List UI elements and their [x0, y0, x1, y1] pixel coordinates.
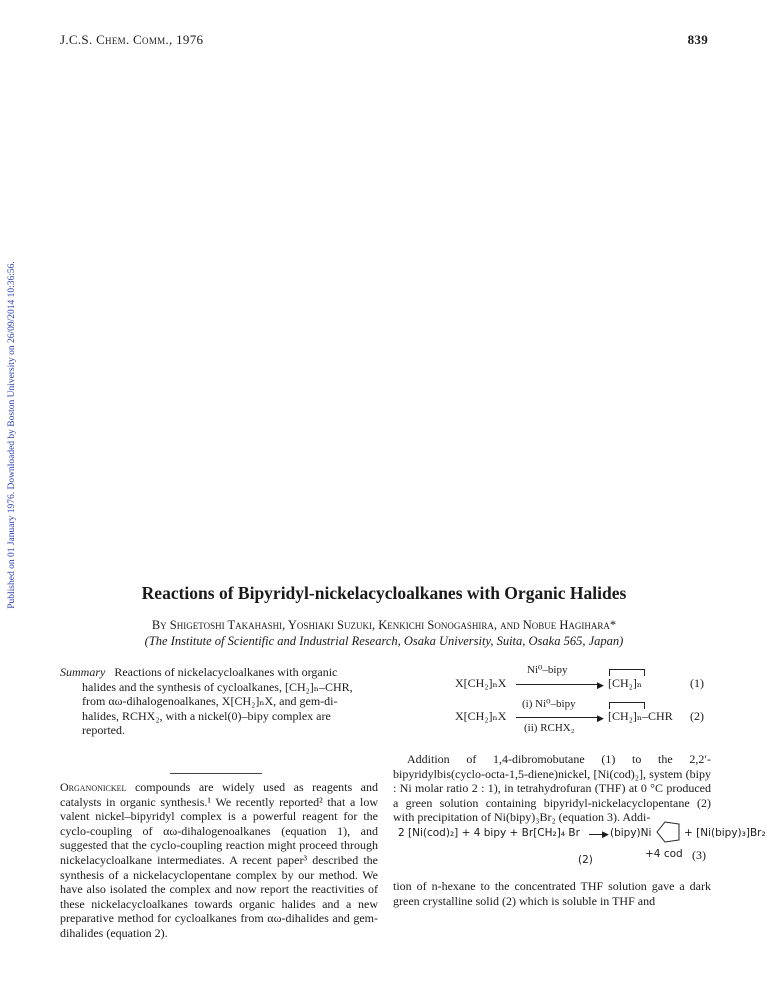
body-paragraph-right-continued: tion of n-hexane to the concentrated THF solution gave a dark green crystalline solid (2) which is soluble in THF and	[393, 879, 711, 908]
ring-bond-bracket	[609, 702, 645, 709]
eq1-reactant: X[CH₂]ₙX	[455, 676, 507, 690]
eq1-arrow	[516, 684, 600, 685]
eq3-complex: (bipy)Ni	[610, 827, 652, 839]
eq3-number: (3)	[692, 848, 706, 862]
eq1-number: (1)	[690, 676, 704, 690]
eq1-product-text: [CH₂]ₙ	[608, 676, 643, 690]
author-list: By Shigetoshi Takahashi, Yoshiaki Suzuki, Kenkichi Sonogashira, and Nobue Hagihara*	[151, 618, 617, 632]
arrow-head-icon: ▶	[597, 713, 604, 723]
summary-block	[60, 665, 378, 738]
eq2-number: (2)	[690, 709, 704, 723]
download-notice[interactable]: Published on 01 January 1976. Downloaded by Boston University on 26/09/2014 10:36:56.	[7, 261, 17, 609]
journal-year: 1976	[176, 32, 204, 47]
summary-label: Summary	[60, 665, 106, 679]
affiliation: (The Institute of Scientific and Industrial Research, Osaka University, Suita, Osaka 565, Japan)	[144, 634, 624, 648]
nickelacyclopentane-ring-icon	[655, 819, 683, 845]
article-title: Reactions of Bipyridyl-nickelacycloalkanes with Organic Halides	[141, 583, 627, 603]
eq2-arrow	[516, 717, 600, 718]
eq3-reactants: 2 [Ni(cod)₂] + 4 bipy + Br[CH₂]₄ Br	[398, 827, 580, 839]
eq1-product	[608, 676, 642, 691]
arrow-head-icon: ▶	[602, 829, 609, 839]
eq3-compound-label: (2)	[578, 854, 593, 866]
section-divider	[170, 773, 262, 774]
summary-line: reported.	[82, 723, 125, 738]
eq2-reagent-bottom: (ii) RCHX₂	[524, 722, 575, 734]
summary-line: Reactions of nickelacycloalkanes with organic	[114, 665, 338, 679]
journal-name: Chem. Comm.,	[96, 32, 173, 47]
journal-prefix: J.C.S.	[60, 32, 93, 47]
lead-word: Organonickel	[60, 780, 127, 794]
arrow-head-icon: ▶	[597, 680, 604, 690]
summary-line: halides and the synthesis of cycloalkanes, [CH₂]ₙ–CHR,	[82, 679, 353, 694]
ring-bond-bracket	[609, 669, 645, 676]
summary-line: from αω-dihalogenoalkanes, X[CH₂]ₙX, and gem-di-	[82, 694, 338, 709]
paragraph-text: compounds are widely used as reagents and catalysts in organic synthesis.¹ We recently reported² that a low valent nickel–bipyridyl complex is a powerful reagent for the cyclo-coupling of αω-dihalogenoalkanes (equation 1), and suggested that the cyclo-coupling reaction might proceed through nickelacycloalkane intermediates. A recent paper³ described the synthesis of a nickelacyclopentane complex by our method. We have also isolated the complex and now report the reactivities of these nickelacycloalkanes towards organic halides and a new preparative method for cycloalkanes from αω-dihalides and gem-dihalides (equation 2).	[60, 780, 378, 940]
eq3-cod: +4 cod	[645, 848, 683, 860]
body-paragraph-right: Addition of 1,4-dibromobutane (1) to the 2,2′-bipyridylbis(cyclo-octa-1,5-diene)nickel, [Ni(cod)₂], system (bipy : Ni molar ratio 2 : 1), in tetrahydrofuran (THF) at 0 °C produced a green solution containing bipyridyl-nickelacyclopentane (2) with precipitation of Ni(bipy)₃Br₂ (equation 3). Addi-	[393, 752, 711, 825]
summary-line: halides, RCHX₂, with a nickel(0)–bipy complex are	[82, 708, 331, 723]
eq1-reagent: Ni⁰–bipy	[527, 664, 568, 676]
eq2-reactant: X[CH₂]ₙX	[455, 709, 507, 723]
eq3-byproduct: + [Ni(bipy)₃]Br₂	[684, 827, 766, 839]
running-header	[60, 32, 203, 48]
eq2-reagent-top: (i) Ni⁰–bipy	[522, 698, 576, 710]
body-paragraph-left	[60, 780, 378, 941]
summary-first-line	[60, 665, 378, 680]
page-number: 839	[687, 32, 708, 47]
eq2-product: [CH₂]ₙ–CHR	[608, 709, 673, 723]
